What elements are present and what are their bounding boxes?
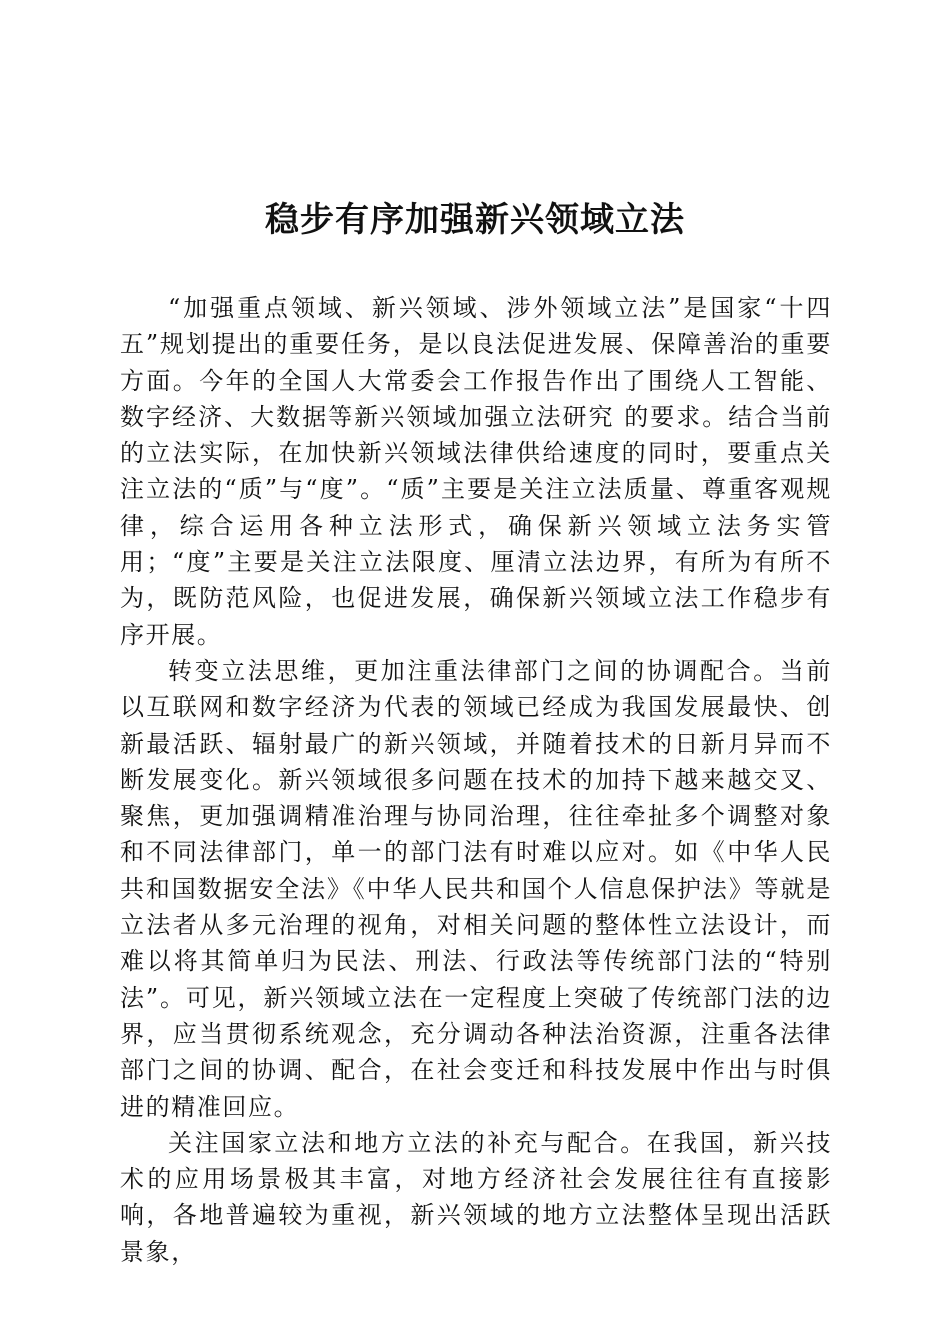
document-body: [120, 290, 832, 1270]
document-title: 稳步有序加强新兴领域立法: [265, 200, 685, 240]
paragraph-2: 转变立法思维，更加注重法律部门之间的协调配合。当前以互联网和数字经济为代表的领域已经成为我国发展最快、创新最活跃、辐射最广的新兴领域，并随着技术的日新月异而不断发展变化。新兴领域很多问题在技术的加持下越来越交叉、聚焦，更加强调精准治理与协同治理，往往牵扯多个调整对象和不同法律部门，单一的部门法有时难以应对。如《中华人民共和国数据安全法》《中华人民共和国个人信息保护法》等就是立法者从多元治理的视角，对相关问题的整体性立法设计，而难以将其简单归为民法、刑法、行政法等传统部门法的“特别法”。可见，新兴领域立法在一定程度上突破了传统部门法的边界，应当贯彻系统观念，充分调动各种法治资源，注重各法律部门之间的协调、配合，在社会变迁和科技发展中作出与时俱进的精准回应。: [120, 656, 832, 1121]
paragraph-3: 关注国家立法和地方立法的补充与配合。在我国，新兴技术的应用场景极其丰富，对地方经济社会发展往往有直接影响，各地普遍较为重视，新兴领域的地方立法整体呈现出活跃景象，: [120, 1128, 832, 1266]
paragraph-1: “加强重点领域、新兴领域、涉外领域立法”是国家“十四五”规划提出的重要任务，是以良法促进发展、保障善治的重要方面。今年的全国人大常委会工作报告作出了围绕人工智能、数字经济、大数据等新兴领域加强立法研究 的要求。结合当前的立法实际，在加快新兴领域法律供给速度的同时，要重点关注立法的“质”与“度”。“质”主要是关注立法质量、尊重客观规律，综合运用各种立法形式，确保新兴领域立法务实管用；“度”主要是关注立法限度、厘清立法边界，有所为有所不为，既防范风险，也促进发展，确保新兴领域立法工作稳步有序开展。: [120, 294, 832, 649]
